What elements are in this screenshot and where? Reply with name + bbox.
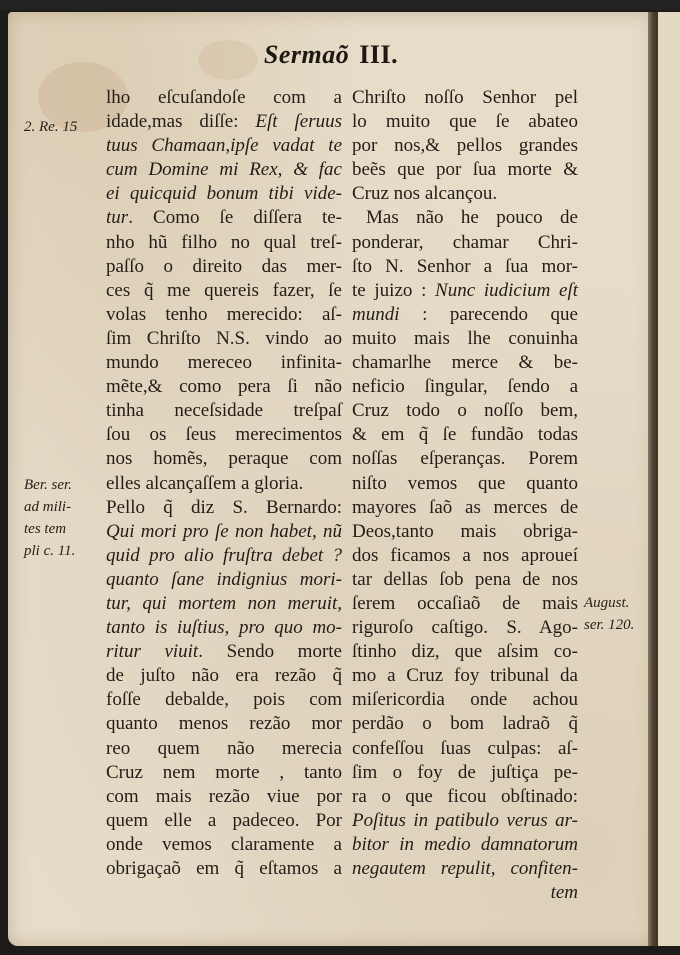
text-run: onde vemos claramente a (106, 833, 342, 855)
text-run: Cruz todo o noſſo bem, (352, 400, 578, 422)
text-line (106, 158, 342, 182)
text-line (352, 833, 578, 857)
text-line (352, 423, 578, 447)
text-line (352, 158, 578, 182)
text-line (106, 231, 342, 255)
text-line (106, 592, 342, 616)
text-run: noſſas eſperanças. Porem (352, 448, 578, 470)
text-run: quanto menos rezão mor (106, 713, 342, 735)
margin-note-text: 2. Re. 15 (24, 119, 78, 135)
text-line (106, 688, 342, 712)
sermon-number: III. (359, 40, 399, 69)
text-run: ces q̃ me quereis fazer, ſe (106, 279, 342, 301)
text-line (106, 351, 342, 375)
latin-quote: tem (550, 882, 578, 904)
latin-quote: ritur viuit (106, 641, 199, 663)
text-line (352, 375, 578, 399)
latin-quote: tuus Chamaan,ipſe vadat te (106, 135, 342, 157)
margin-note-line: tes tem (24, 521, 67, 537)
text-line (106, 809, 342, 833)
text-run: Mas não he pouco de (366, 207, 578, 229)
text-run: paſſo o direito das mer- (106, 255, 342, 277)
text-run: ſim o foy de juſtiça pe- (352, 761, 578, 783)
text-line (352, 809, 578, 833)
text-line (352, 568, 578, 592)
scan-top-edge (0, 0, 680, 10)
text-line (352, 303, 578, 327)
text-run: dos ficamos a nos aproueí (352, 544, 578, 566)
text-line (106, 423, 342, 447)
text-line (106, 664, 342, 688)
text-run: foſſe debalde, pois com (106, 689, 342, 711)
facing-page-edge (658, 12, 680, 946)
text-line (352, 544, 578, 568)
text-line (352, 520, 578, 544)
left-text-column (106, 86, 342, 881)
latin-quote: bitor in medio damnatorum (352, 833, 578, 855)
text-run: mẽte,& como pera ſi não (106, 376, 342, 398)
text-run: . Sendo morte (198, 641, 342, 663)
text-run: obrigaçaõ em q̃ eſtamos a (106, 858, 342, 879)
text-line (106, 375, 342, 399)
text-run: miſericordia onde achou (352, 689, 578, 711)
text-line (106, 279, 342, 303)
text-line (352, 712, 578, 736)
text-line (106, 399, 342, 423)
latin-quote: quanto ſane indignius mori- (106, 568, 342, 590)
text-line (106, 134, 342, 158)
text-run: mundo mereceo infinita- (106, 352, 342, 374)
right-text-column (352, 86, 578, 905)
text-line (352, 255, 578, 279)
text-run: Deos,tanto mais obriga- (352, 520, 578, 542)
text-line (352, 737, 578, 761)
latin-quote: Eſt ſeruus (255, 111, 342, 133)
text-run: por nos,& pellos grandes (352, 135, 578, 157)
text-line (106, 833, 342, 857)
text-run: beẽs que por ſua morte & (352, 159, 578, 181)
text-line (106, 447, 342, 471)
text-run: riguroſo caſtigo. S. Ago- (352, 617, 578, 639)
text-run: Pello q̃ diz S. Bernardo: (106, 496, 342, 518)
text-run: nos homẽs, peraque com (106, 448, 342, 470)
margin-note-line: Ber. ser. (24, 477, 72, 493)
latin-quote: Nunc iudicium eſt (435, 279, 579, 301)
margin-note-augustine (584, 592, 634, 636)
text-run: tinha neceſsidade treſpaſ (106, 400, 342, 422)
text-run: ſtinho diz, que aſsim co- (352, 641, 578, 663)
text-line (352, 640, 578, 664)
latin-quote: mundi (352, 303, 400, 325)
text-run: nho hũ filho no qual treſ- (106, 231, 342, 253)
margin-note-line: ser. 120. (584, 617, 635, 633)
latin-quote: Poſitus in patibulo verus ar- (352, 809, 578, 831)
text-run: & em q̃ ſe fundão todas (352, 424, 578, 446)
text-run: confeſſou ſuas culpas: aſ- (352, 737, 578, 759)
text-run: chamarlhe merce & be- (352, 352, 578, 374)
text-line (106, 616, 342, 640)
margin-note-line: August. (584, 595, 630, 611)
text-line (106, 568, 342, 592)
text-line (352, 86, 578, 110)
text-line (106, 255, 342, 279)
running-head-title: Sermaõ (263, 40, 350, 69)
text-line (106, 785, 342, 809)
text-run: Chriſto noſſo Senhor pel (352, 87, 578, 108)
text-run: perdão o bom ladraõ q̃ (352, 713, 578, 735)
text-run: quem elle a padeceo. Por (106, 809, 342, 831)
text-run: idade,mas diſſe: (106, 111, 256, 133)
latin-quote: quid pro alio fruſtra debet ? (106, 544, 342, 566)
text-run: te juizo : (352, 279, 436, 301)
latin-quote: cum Domine mi Rex, & fac (106, 159, 342, 181)
text-run: ſim Chriſto N.S. vindo ao (106, 327, 342, 349)
text-line (106, 86, 342, 110)
text-line (106, 857, 342, 881)
latin-quote: ei quicquid bonum tibi vide- (106, 183, 342, 205)
text-line (106, 327, 342, 351)
text-line (106, 182, 342, 206)
text-line (106, 206, 342, 230)
text-line (352, 592, 578, 616)
text-line (352, 881, 578, 905)
text-line (352, 231, 578, 255)
text-run: ra o que ficou obſtinado: (352, 785, 578, 807)
text-line (106, 761, 342, 785)
text-run: tar dellas ſob pena de nos (352, 568, 578, 590)
margin-note-line: ad mili- (24, 499, 72, 515)
text-run: com mais rezão viue por (106, 785, 342, 807)
text-run: mayores ſaõ as merces de (352, 496, 578, 518)
margin-note-bernard (24, 474, 75, 562)
book-page (8, 12, 654, 946)
text-line (352, 351, 578, 375)
text-line (352, 182, 578, 206)
text-line (106, 544, 342, 568)
text-run: lho eſcuſandoſe com a (106, 87, 342, 108)
text-line (352, 206, 578, 230)
text-run: lo muito que ſe abateo (352, 111, 578, 133)
text-run: . Como ſe diſſera te- (128, 207, 342, 229)
text-run: Cruz nem morte , tanto (106, 761, 342, 783)
text-run: muito mais lhe conuinha (352, 327, 578, 349)
book-gutter (648, 12, 658, 946)
text-line (106, 496, 342, 520)
latin-quote: negautem repulit, confiten- (352, 858, 578, 879)
text-line (352, 447, 578, 471)
text-line (106, 472, 342, 496)
text-line (352, 472, 578, 496)
text-line (352, 616, 578, 640)
latin-quote: Qui mori pro ſe non habet, nũ (106, 520, 342, 542)
text-line (352, 110, 578, 134)
text-run: : parecendo que (399, 303, 578, 325)
text-run: Cruz nos alcançou. (352, 183, 498, 205)
text-run: neficio ſingular, ſendo a (352, 376, 578, 398)
text-line (352, 134, 578, 158)
text-run: ſou os ſeus merecimentos (106, 424, 342, 446)
text-run: de juſto não era rezão q̃ (106, 665, 342, 687)
text-run: ſerem occaſiaõ de mais (352, 592, 578, 614)
text-line (352, 399, 578, 423)
text-line (352, 496, 578, 520)
text-line (106, 520, 342, 544)
text-line (352, 688, 578, 712)
running-head (8, 40, 654, 70)
text-line (106, 303, 342, 327)
text-line (106, 640, 342, 664)
latin-quote: tur (106, 207, 129, 229)
text-line (352, 761, 578, 785)
latin-quote: tanto is iuſtius, pro quo mo- (106, 617, 342, 639)
text-line (352, 785, 578, 809)
text-run: niſto vemos que quanto (352, 472, 578, 494)
margin-note-reference (24, 116, 77, 138)
text-run: ponderar, chamar Chri- (352, 231, 578, 253)
text-line (106, 712, 342, 736)
latin-quote: tur, qui mortem non meruit, (106, 592, 342, 614)
text-run: mo a Cruz foy tribunal da (352, 665, 578, 687)
text-run: ſto N. Senhor a ſua mor- (352, 255, 578, 277)
text-line (106, 110, 342, 134)
text-run: elles alcançaſſem a gloria. (106, 472, 304, 494)
text-line (352, 279, 578, 303)
text-line (106, 737, 342, 761)
text-run: reo quem não merecia (106, 737, 342, 759)
margin-note-line: pli c. 11. (24, 543, 76, 559)
text-run: volas tenho merecido: aſ- (106, 303, 342, 325)
text-line (352, 664, 578, 688)
text-line (352, 327, 578, 351)
text-line (352, 857, 578, 881)
